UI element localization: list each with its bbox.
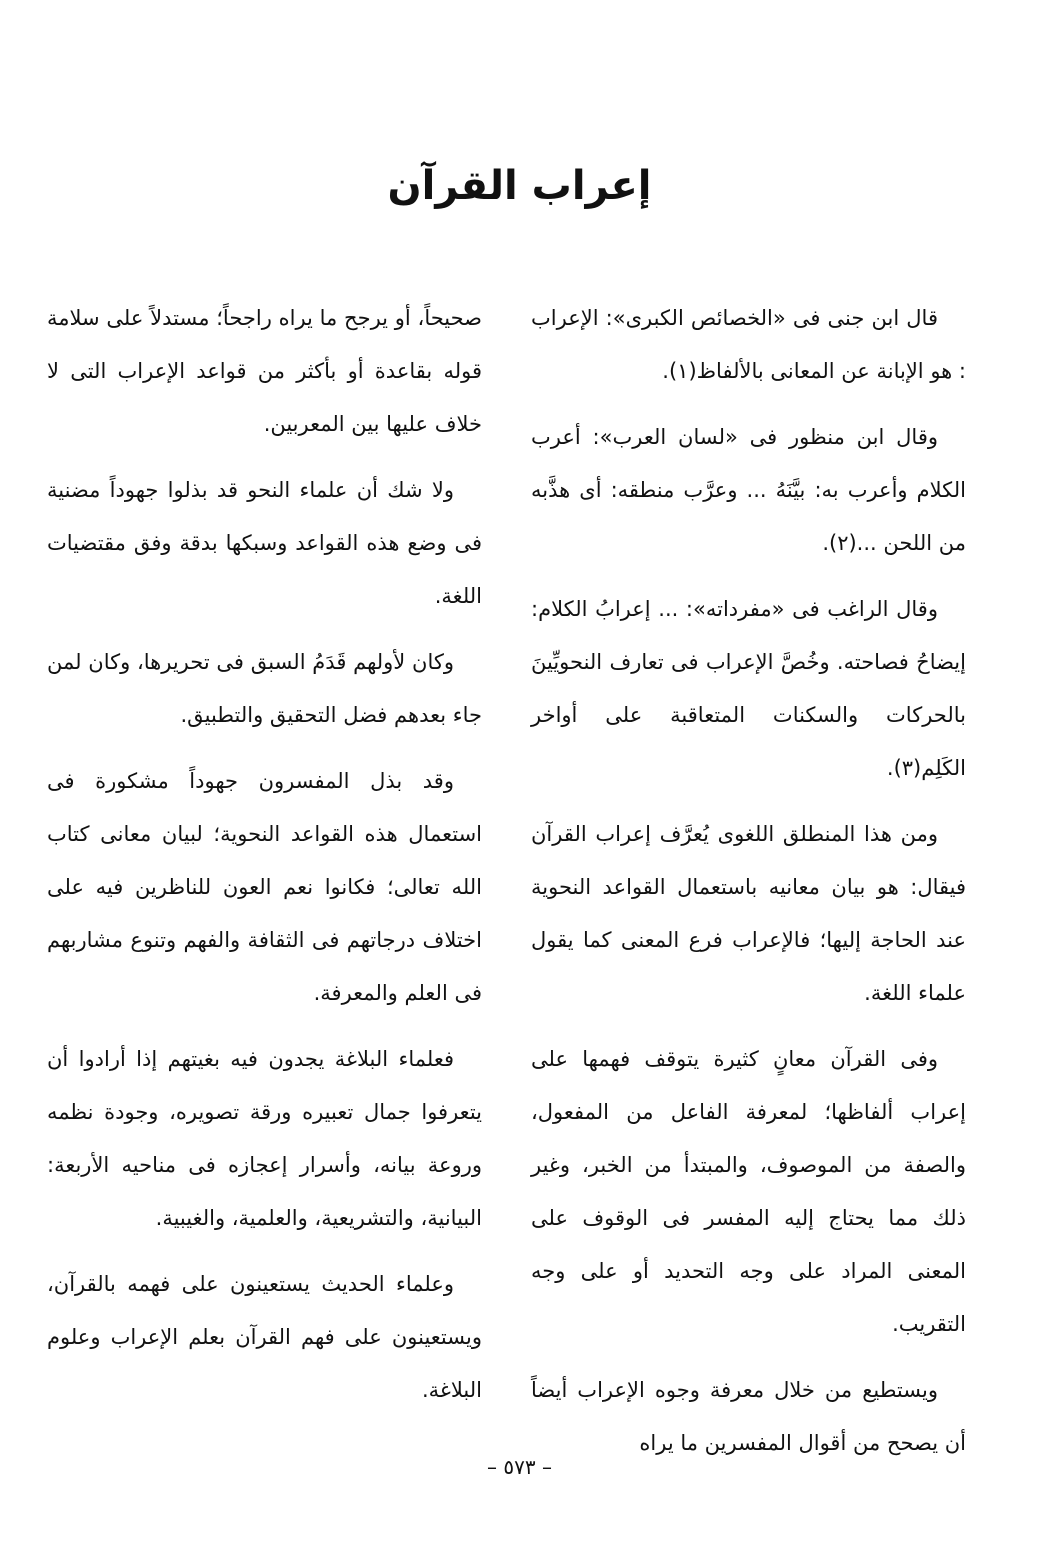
paragraph: ولا شك أن علماء النحو قد بذلوا جهوداً مضنية فى وضع هذه القواعد وسبكها بدقة وفق مقتضيات اللغة.: [47, 478, 482, 608]
paragraph: قال ابن جنى فى «الخصائص الكبرى»: الإعراب : هو الإبانة عن المعانى بالألفاظ(١).: [531, 306, 966, 383]
right-column: [531, 292, 966, 1483]
page-number: – ٥٧٣ –: [487, 1455, 552, 1479]
paragraph: ويستطيع من خلال معرفة وجوه الإعراب أيضاً أن يصحح من أقوال المفسرين ما يراه: [531, 1378, 966, 1455]
paragraph: فعلماء البلاغة يجدون فيه بغيتهم إذا أرادوا أن يتعرفوا جمال تعبيره ورقة تصويره، وجودة نظمه وروعة بيانه، وأسرار إعجازه فى مناحيه الأربعة: البيانية، والتشريعية، والعلمية، والغيبية.: [47, 1047, 482, 1230]
paragraph: ومن هذا المنطلق اللغوى يُعرَّف إعراب القرآن فيقال: هو بيان معانيه باستعمال القواعد النحوية عند الحاجة إليها؛ فالإعراب فرع المعنى كما يقول علماء اللغة.: [531, 822, 966, 1005]
paragraph: وعلماء الحديث يستعينون على فهمه بالقرآن، ويستعينون على فهم القرآن بعلم الإعراب وعلوم البلاغة.: [47, 1272, 482, 1402]
paragraph-continuation: صحيحاً، أو يرجح ما يراه راجحاً؛ مستدلاً على سلامة قوله بقاعدة أو بأكثر من قواعد الإعراب التى لا خلاف عليها بين المعربين.: [47, 306, 482, 436]
paragraph: وفى القرآن معانٍ كثيرة يتوقف فهمها على إعراب ألفاظها؛ لمعرفة الفاعل من المفعول، والصفة من الموصوف، والمبتدأ من الخبر، وغير ذلك مما يحتاج إليه المفسر فى الوقوف على المعنى المراد على وجه التحديد أو على وجه التقريب.: [531, 1047, 966, 1336]
page-title: إعراب القرآن: [387, 163, 652, 209]
paragraph: وقد بذل المفسرون جهوداً مشكورة فى استعمال هذه القواعد النحوية؛ لبيان معانى كتاب الله تعالى؛ فكانوا نعم العون للناظرين فيه على اختلاف درجاتهم فى الثقافة والفهم وتنوع مشاربهم فى العلم والمعرفة.: [47, 769, 482, 1005]
paragraph: وكان لأولهم قَدَمُ السبق فى تحريرها، وكان لمن جاء بعدهم فضل التحقيق والتطبيق.: [47, 650, 482, 727]
left-column: [47, 292, 482, 1430]
paragraph: وقال الراغب فى «مفرداته»: ... إعرابُ الكلام: إيضاحُ فصاحته. وخُصَّ الإعراب فى تعارف النحويِّينَ بالحركات والسكنات المتعاقبة على أواخر الكَلِم(٣).: [531, 597, 966, 780]
paragraph: وقال ابن منظور فى «لسان العرب»: أعرب الكلام وأعرب به: بيَّنَهُ ... وعرَّب منطقه: أى هذَّبه من اللحن ...(٢).: [531, 425, 966, 555]
